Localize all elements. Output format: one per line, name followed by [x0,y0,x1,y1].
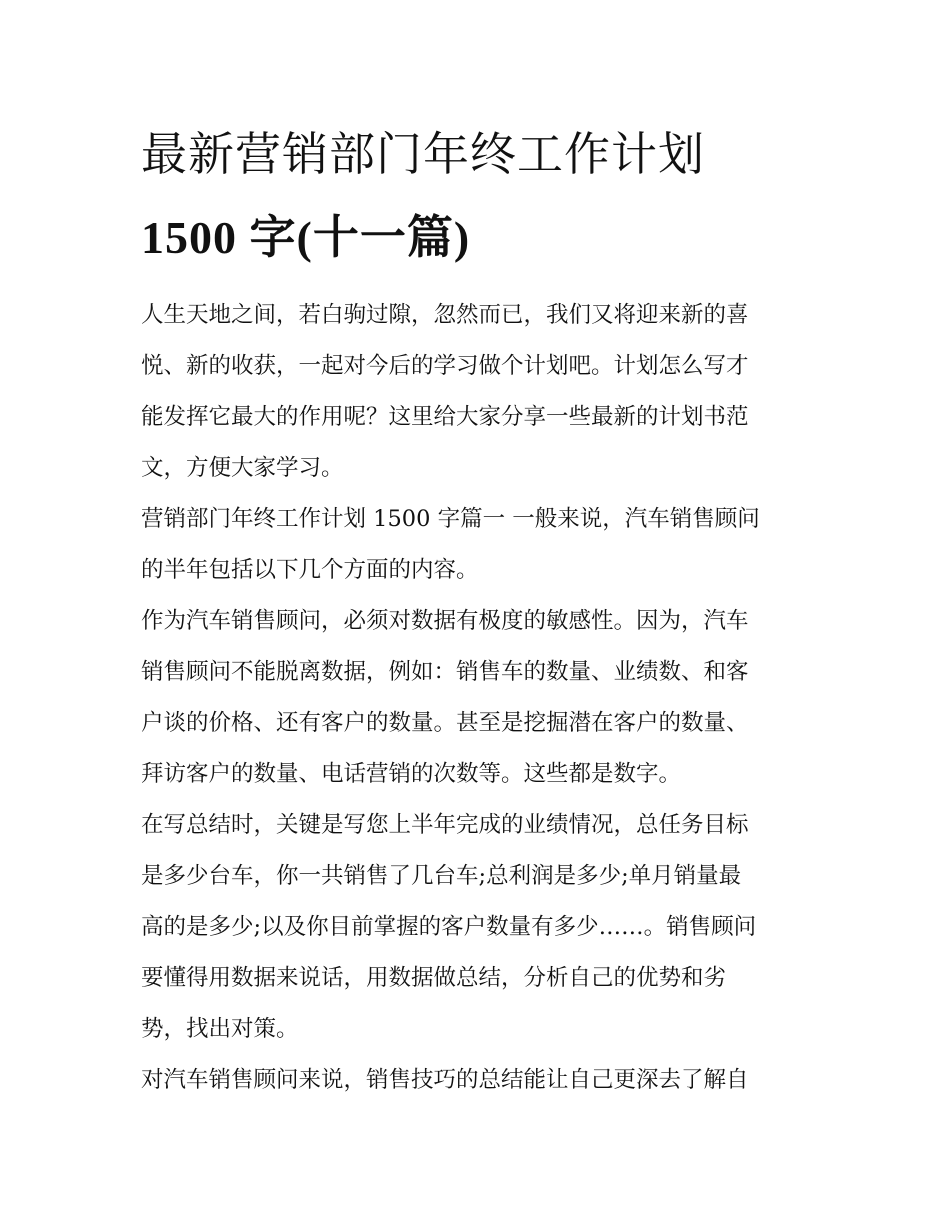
text-line: 的半年包括以下几个方面的内容。 [141,557,479,583]
document-page [141,112,813,1106]
paragraph [141,596,813,800]
text-line: 拜访客户的数量、电话营销的次数等。这些都是数字。 [141,761,682,787]
text-line: 要懂得用数据来说话，用数据做总结，分析自己的优势和劣 [141,965,727,991]
text-line: 是多少台车，你一共销售了几台车;总利润是多少;单月销量最 [141,863,742,889]
text-line: 高的是多少;以及你目前掌握的客户数量有多少……。销售顾问 [141,914,757,940]
text-line: 能发挥它最大的作用呢？这里给大家分享一些最新的计划书范 [141,404,749,430]
text-line: 销售顾问不能脱离数据，例如：销售车的数量、业绩数、和客 [141,659,749,685]
text-line: 人生天地之间，若白驹过隙，忽然而已，我们又将迎来新的喜 [141,302,749,328]
text-line: 文，方便大家学习。 [141,455,344,481]
paragraph [141,494,813,596]
title-line-1: 最新营销部门年终工作计划 [141,127,705,181]
paragraph [141,1055,813,1106]
text-line: 营销部门年终工作计划 1500 字篇一 一般来说，汽车销售顾问 [141,506,760,532]
document-title [141,112,813,280]
text-line: 势，找出对策。 [141,1016,299,1042]
text-line: 在写总结时，关键是写您上半年完成的业绩情况，总任务目标 [141,812,749,838]
paragraph [141,800,813,1055]
paragraph [141,290,813,494]
document-body [141,290,813,1106]
title-line-2: 1500 字(十一篇) [141,212,471,263]
text-line: 对汽车销售顾问来说，销售技巧的总结能让自己更深去了解自 [141,1067,749,1093]
text-line: 户谈的价格、还有客户的数量。甚至是挖掘潜在客户的数量、 [141,710,749,736]
text-line: 作为汽车销售顾问，必须对数据有极度的敏感性。因为，汽车 [141,608,749,634]
text-line: 悦、新的收获，一起对今后的学习做个计划吧。计划怎么写才 [141,353,749,379]
